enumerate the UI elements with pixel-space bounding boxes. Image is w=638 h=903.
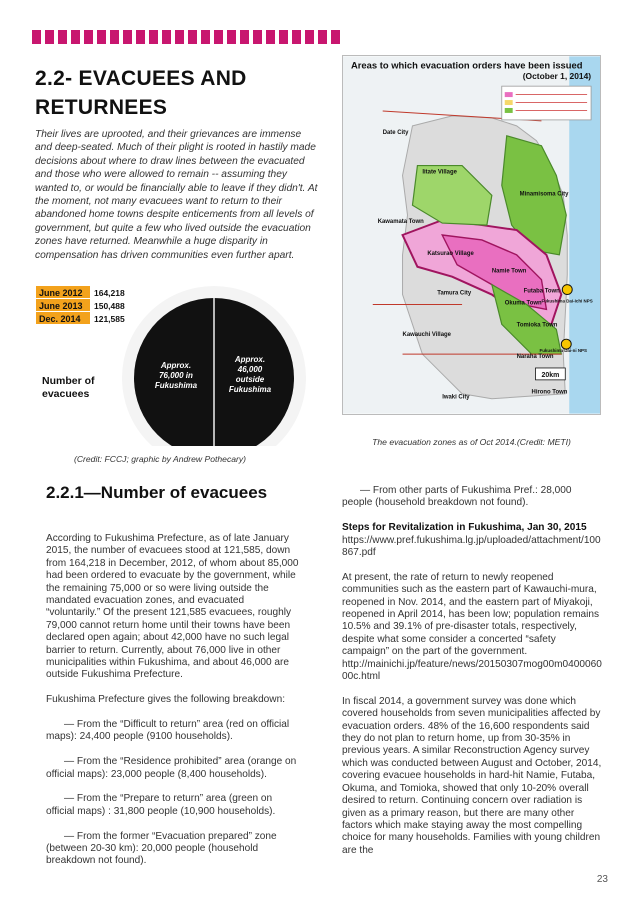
place-futaba: Futaba Town [523, 288, 560, 295]
breakdown-item: — From the former “Evacuation prepared” zone (between 20-30 km): 20,000 people (household breakdown not found). [46, 830, 277, 867]
place-katsurao: Katsurao Village [427, 250, 474, 257]
value-2: 150,488 [94, 301, 125, 311]
section-heading: 2.2.1—Number of evacuees [46, 483, 268, 502]
daiichi-nps-marker [562, 285, 572, 295]
place-hirono: Hirono Town [531, 389, 568, 396]
evacuation-map [342, 55, 601, 415]
right-column [342, 485, 604, 870]
map-title: Areas to which evacuation orders have been issued [350, 59, 583, 71]
place-daiichi: Fukushima Dai-ichi NPS [541, 298, 593, 304]
value-3: 121,585 [94, 314, 125, 324]
decorative-header-bar [32, 30, 340, 44]
page-title: 2.2- EVACUEES AND RETURNEES [35, 67, 247, 119]
inside-fukushima-label: Approx. 76,000 in Fukushima [154, 361, 198, 390]
date-3: Dec. 2014 [39, 314, 81, 324]
place-date-city: Date City [382, 129, 409, 136]
place-minamisoma: Minamisoma City [519, 191, 569, 198]
breakdown-item: — From the “Difficult to return” area (red on official maps): 24,400 people (9100 households). [46, 719, 290, 743]
place-tamura: Tamura City [437, 290, 472, 297]
place-kawamata: Kawamata Town [377, 219, 424, 226]
place-namie: Namie Town [491, 268, 527, 275]
page-number: 23 [596, 874, 608, 885]
value-1: 164,218 [94, 288, 125, 298]
steps-link[interactable]: https://www.pref.fukushima.lg.jp/uploaded/attachment/100867.pdf [342, 534, 601, 559]
date-1: June 2012 [39, 288, 83, 298]
outside-fukushima-label: Approx. 46,000 outside Fukushima [228, 355, 272, 394]
body-paragraph: According to Fukushima Prefecture, as of late January 2015, the number of evacuees stood at 121,585, down from 164,218 in December, 2012, of whom about 85,000 had been ordered to evacuate by the government, while the remaining 75,000 or so were living outside the mandated evacuation zones, and evacuated “voluntarily.” Of the present 121,585 evacuees, roughly 79,000 cannot return home until their towns have been declared open again; about 42,000 have no such legal barrier to return. Currently, about 76,000 live in other municipalities within Fukushima, and about 46,000 are outside Fukushima Prefecture. [46, 533, 299, 681]
place-kawauchi: Kawauchi Village [402, 332, 451, 339]
mainichi-link[interactable]: http://mainichi.jp/feature/news/20150307mog00m040006000c.html [342, 658, 602, 683]
breakdown-item: — From the “Residence prohibited” area (orange on official maps): 23,000 people (8,400 households). [46, 756, 297, 780]
scale-label: 20km [541, 371, 560, 379]
left-column [46, 533, 301, 880]
steps-title: Steps for Revitalization in Fukushima, Jan 30, 2015 [342, 522, 587, 534]
place-daini: Fukushima Dai-ni NPS [539, 348, 587, 354]
body-paragraph: At present, the rate of return to newly reopened communities such as the eastern part of Kawauchi-mura, reopened in Nov. 2014, and the eastern part of Miyakoji, reopened in April 2014, has been low; population remains 10.5% and 39.1% of pre-disaster totals, respectively, despite what some consider a concerted “safety campaign” on the part of the government. [342, 571, 600, 658]
place-naraha: Naraha Town [516, 354, 554, 361]
place-tomioka: Tomioka Town [516, 322, 558, 329]
date-2: June 2013 [39, 301, 83, 311]
map-date: (October 1, 2014) [522, 71, 592, 82]
breakdown-item: — From other parts of Fukushima Pref.: 28,000 people (household breakdown not found). [342, 485, 572, 509]
intro-paragraph: Their lives are uprooted, and their grievances are immense and deep-seated. Much of their plight is rooted in hastily made decisions about where to draw lines between the evacuated and those who were allowed to remain -- assuming they wanted to, or would be financially able to leave if they didn't. At the moment, not many evacuees want to return to their abandoned home towns despite enticements from all levels of government, but quite a few who lived outside the evacuation zones have returned. Meanwhile a huge disparity in compensation has driven communities even further apart. [35, 129, 318, 261]
number-of-evacuees-label: Number of evacuees [42, 375, 95, 400]
map-legend [502, 86, 591, 120]
evacuee-graphic [36, 286, 316, 446]
body-paragraph: Fukushima Prefecture gives the following breakdown: [46, 694, 286, 706]
body-paragraph: In fiscal 2014, a government survey was done which covered households from seven municipalities affected by evacuation orders. 48% of the 16,600 respondents said they do not plan to return home, up from 30-35% in previous years. A similar Reconstruction Agency survey which was conducted between August and October, 2014, covering evacuee households in hard-hit Namie, Futaba, Okuma, and Tomioka, showed that only 10-20% overall desired to return. Continuing concern over radiation is given as a primary reason, but there are many other factors which make staying away the most compelling choice for many households. Families with young children are the [342, 695, 602, 856]
place-iwaki: Iwaki City [442, 394, 470, 401]
map-caption: The evacuation zones as of Oct 2014.(Credit: METI) [372, 437, 571, 447]
breakdown-item: — From the “Prepare to return” area (green on official maps) : 31,800 people (10,900 households). [46, 793, 276, 817]
graphic-credit: (Credit: FCCJ; graphic by Andrew Pothecary) [73, 454, 247, 464]
place-iitate: Iitate Village [422, 169, 457, 176]
place-okuma: Okuma Town [504, 300, 542, 307]
